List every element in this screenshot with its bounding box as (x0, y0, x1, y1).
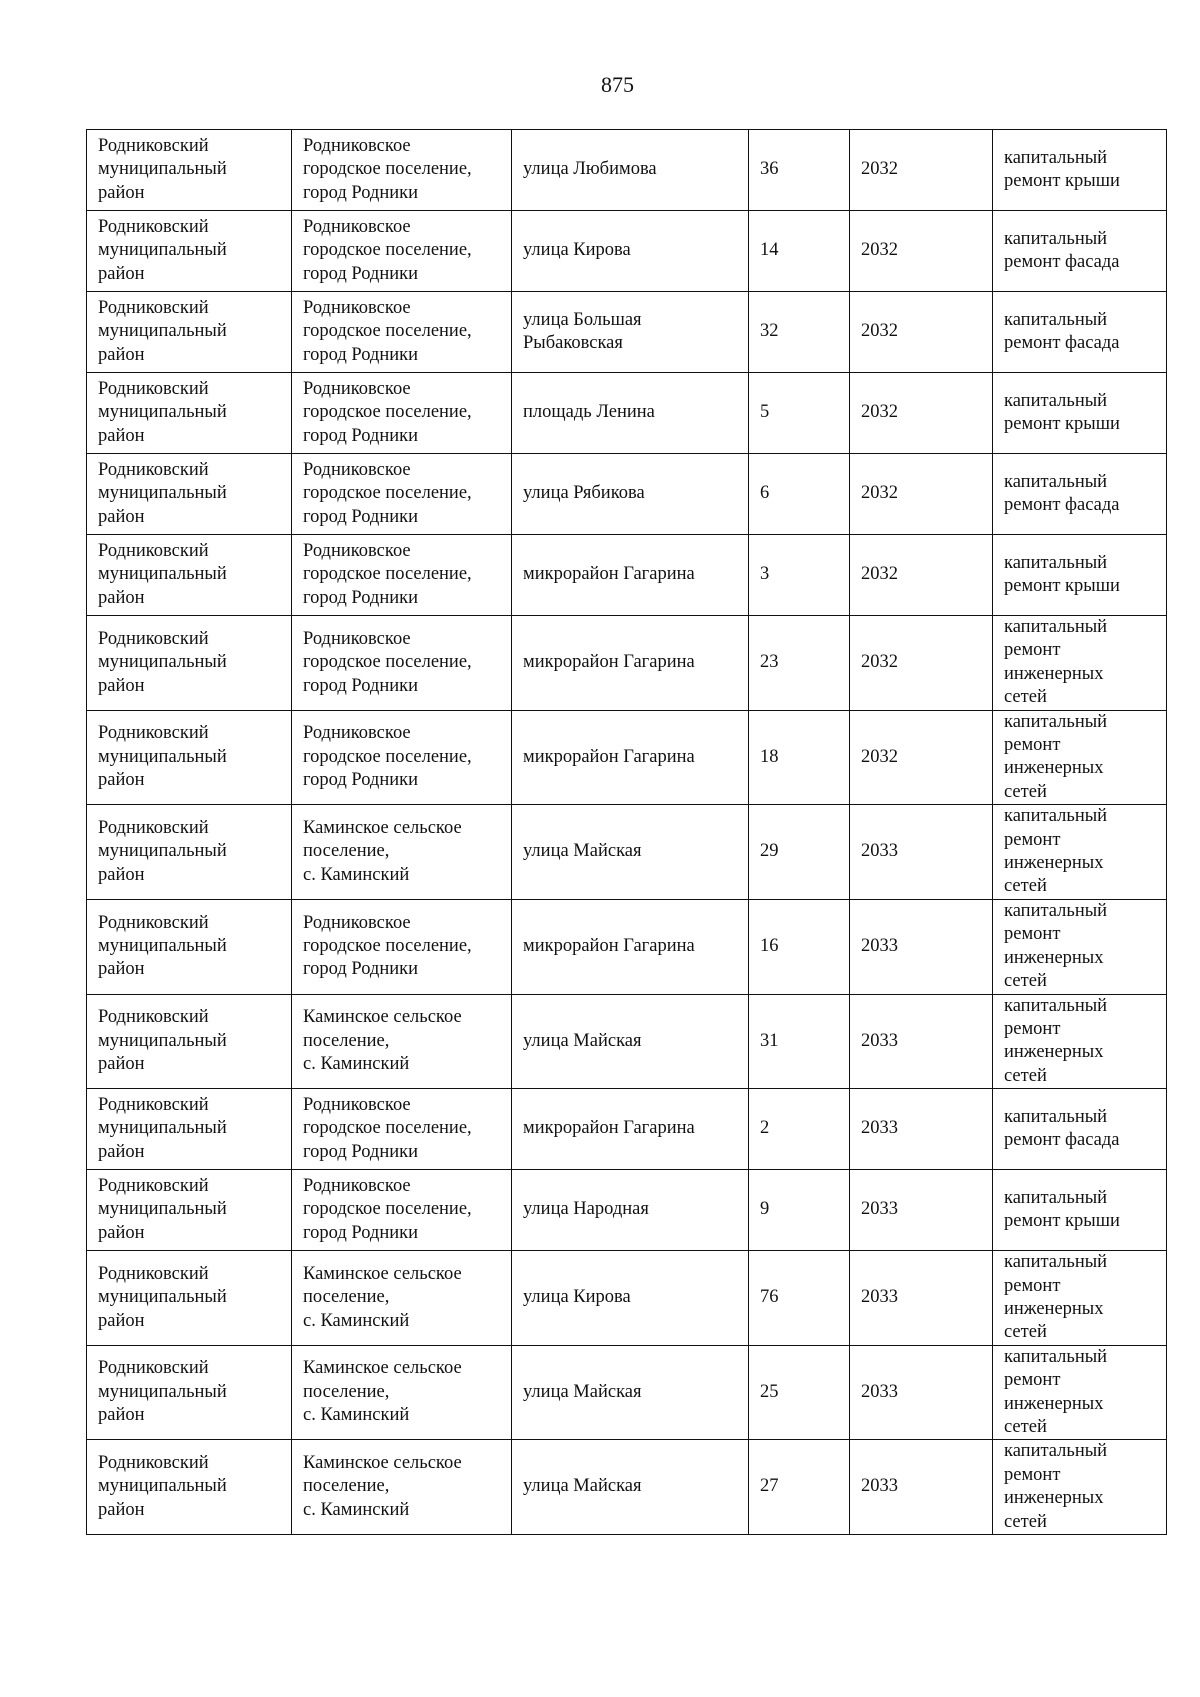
district-cell-text: Родниковский муниципальный район (98, 912, 227, 980)
street-cell-text: микрорайон Гагарина (523, 935, 695, 956)
work-type-cell-text: капитальный ремонт крыши (1004, 147, 1120, 191)
year-cell (850, 710, 993, 805)
work-type-cell-text: капитальный ремонт фасада (1004, 309, 1120, 353)
settlement-cell-text: Родниковское городское поселение, город Родники (303, 378, 472, 446)
house-number-cell-text: 23 (760, 652, 779, 673)
table-row (87, 1440, 1167, 1535)
year-cell-text: 2032 (861, 159, 898, 180)
house-number-cell (749, 1440, 850, 1535)
work-type-cell (993, 130, 1167, 211)
settlement-cell-text: Родниковское городское поселение, город Родники (303, 1095, 472, 1162)
settlement-cell (292, 1170, 512, 1251)
year-cell-text: 2033 (861, 935, 898, 956)
district-cell (87, 130, 292, 211)
house-number-cell (749, 292, 850, 373)
settlement-cell (292, 1089, 512, 1170)
settlement-cell (292, 616, 512, 711)
table-row (87, 1345, 1167, 1440)
work-type-cell-text: капитальный ремонт инженерных сетей (1004, 1346, 1108, 1437)
district-cell-text: Родниковский муниципальный район (98, 628, 227, 696)
street-cell-text: микрорайон Гагарина (523, 1118, 695, 1139)
house-number-cell-text: 31 (760, 1030, 779, 1051)
work-type-cell-text: капитальный ремонт крыши (1004, 1187, 1120, 1232)
settlement-cell (292, 211, 512, 292)
house-number-cell-text: 9 (760, 1199, 770, 1220)
settlement-cell (292, 805, 512, 900)
work-type-cell-text: капитальный ремонт инженерных сетей (1004, 995, 1108, 1086)
work-type-cell (993, 899, 1167, 994)
year-cell-text: 2032 (861, 746, 898, 767)
year-cell (850, 994, 993, 1089)
year-cell-text: 2032 (861, 652, 898, 673)
house-number-cell-text: 27 (760, 1476, 779, 1497)
work-type-cell-text: капитальный ремонт фасада (1004, 228, 1120, 272)
house-number-cell (749, 1089, 850, 1170)
street-cell (512, 805, 749, 900)
table-row (87, 805, 1167, 900)
settlement-cell-text: Родниковское городское поселение, город Родники (303, 297, 472, 365)
work-type-cell-text: капитальный ремонт крыши (1004, 552, 1120, 596)
year-cell (850, 1170, 993, 1251)
district-cell (87, 211, 292, 292)
work-type-cell (993, 211, 1167, 292)
repair-schedule-table (86, 129, 1167, 1535)
street-cell-text: улица Кирова (523, 240, 631, 261)
table-row (87, 899, 1167, 994)
year-cell (850, 805, 993, 900)
street-cell (512, 454, 749, 535)
table-row (87, 1251, 1167, 1346)
work-type-cell (993, 710, 1167, 805)
settlement-cell-text: Родниковское городское поселение, город Родники (303, 540, 472, 608)
house-number-cell-text: 18 (760, 746, 779, 767)
settlement-cell-text: Родниковское городское поселение, город Родники (303, 628, 472, 696)
year-cell-text: 2032 (861, 240, 898, 261)
district-cell-text: Родниковский муниципальный район (98, 378, 227, 446)
year-cell (850, 899, 993, 994)
street-cell-text: микрорайон Гагарина (523, 652, 695, 673)
table-row (87, 373, 1167, 454)
house-number-cell-text: 5 (760, 402, 770, 423)
table-row (87, 1089, 1167, 1170)
work-type-cell (993, 994, 1167, 1089)
year-cell-text: 2033 (861, 1476, 898, 1497)
street-cell (512, 710, 749, 805)
settlement-cell (292, 994, 512, 1089)
table-row (87, 616, 1167, 711)
district-cell-text: Родниковский муниципальный район (98, 1358, 227, 1426)
table-row (87, 994, 1167, 1089)
district-cell-text: Родниковский муниципальный район (98, 1453, 227, 1520)
year-cell (850, 1089, 993, 1170)
year-cell-text: 2032 (861, 564, 898, 585)
settlement-cell (292, 710, 512, 805)
year-cell (850, 292, 993, 373)
year-cell-text: 2033 (861, 1199, 898, 1220)
district-cell-text: Родниковский муниципальный район (98, 135, 227, 203)
district-cell (87, 994, 292, 1089)
district-cell (87, 1251, 292, 1346)
district-cell-text: Родниковский муниципальный район (98, 297, 227, 365)
year-cell (850, 535, 993, 616)
house-number-cell (749, 1170, 850, 1251)
settlement-cell-text: Родниковское городское поселение, город Родники (303, 1176, 472, 1243)
district-cell (87, 373, 292, 454)
district-cell (87, 292, 292, 373)
street-cell (512, 616, 749, 711)
work-type-cell-text: капитальный ремонт крыши (1004, 390, 1120, 434)
table-row (87, 454, 1167, 535)
district-cell-text: Родниковский муниципальный район (98, 540, 227, 608)
district-cell (87, 535, 292, 616)
settlement-cell (292, 1440, 512, 1535)
settlement-cell-text: Каминское сельское поселение, с. Каминский (303, 1453, 462, 1520)
table-row (87, 130, 1167, 211)
district-cell (87, 454, 292, 535)
settlement-cell (292, 292, 512, 373)
street-cell-text: площадь Ленина (523, 402, 655, 423)
year-cell (850, 211, 993, 292)
street-cell (512, 211, 749, 292)
year-cell-text: 2033 (861, 1118, 898, 1139)
street-cell-text: улица Любимова (523, 159, 657, 180)
house-number-cell (749, 211, 850, 292)
street-cell-text: улица Майская (523, 841, 642, 862)
street-cell (512, 1251, 749, 1346)
page-number: 875 (601, 72, 634, 97)
year-cell-text: 2033 (861, 841, 898, 862)
street-cell (512, 1089, 749, 1170)
street-cell-text: микрорайон Гагарина (523, 564, 695, 585)
table-row (87, 710, 1167, 805)
street-cell-text: улица Майская (523, 1476, 642, 1497)
street-cell (512, 292, 749, 373)
district-cell (87, 616, 292, 711)
house-number-cell (749, 373, 850, 454)
work-type-cell (993, 616, 1167, 711)
table-row (87, 292, 1167, 373)
house-number-cell-text: 2 (760, 1118, 770, 1139)
house-number-cell-text: 3 (760, 564, 770, 585)
district-cell-text: Родниковский муниципальный район (98, 817, 227, 885)
settlement-cell-text: Родниковское городское поселение, город Родники (303, 135, 472, 203)
street-cell (512, 373, 749, 454)
table-body (87, 130, 1167, 1535)
house-number-cell (749, 994, 850, 1089)
year-cell-text: 2033 (861, 1381, 898, 1402)
house-number-cell-text: 32 (760, 321, 779, 342)
district-cell (87, 1089, 292, 1170)
settlement-cell (292, 1251, 512, 1346)
house-number-cell-text: 16 (760, 935, 779, 956)
house-number-cell (749, 130, 850, 211)
house-number-cell (749, 899, 850, 994)
house-number-cell (749, 535, 850, 616)
year-cell-text: 2032 (861, 483, 898, 504)
settlement-cell (292, 1345, 512, 1440)
settlement-cell-text: Родниковское городское поселение, город Родники (303, 459, 472, 527)
year-cell (850, 373, 993, 454)
year-cell (850, 130, 993, 211)
work-type-cell (993, 1251, 1167, 1346)
work-type-cell (993, 292, 1167, 373)
district-cell-text: Родниковский муниципальный район (98, 459, 227, 527)
house-number-cell (749, 710, 850, 805)
street-cell-text: микрорайон Гагарина (523, 746, 695, 767)
table-row (87, 1170, 1167, 1251)
district-cell-text: Родниковский муниципальный район (98, 723, 227, 791)
settlement-cell-text: Родниковское городское поселение, город Родники (303, 723, 472, 791)
work-type-cell-text: капитальный ремонт фасада (1004, 1106, 1120, 1151)
year-cell (850, 616, 993, 711)
work-type-cell (993, 454, 1167, 535)
district-cell-text: Родниковский муниципальный район (98, 1095, 227, 1162)
settlement-cell (292, 373, 512, 454)
year-cell-text: 2033 (861, 1287, 898, 1308)
work-type-cell-text: капитальный ремонт фасада (1004, 471, 1120, 515)
work-type-cell (993, 1345, 1167, 1440)
settlement-cell-text: Каминское сельское поселение, с. Каминский (303, 1358, 462, 1426)
district-cell (87, 805, 292, 900)
table-row (87, 211, 1167, 292)
settlement-cell (292, 899, 512, 994)
house-number-cell (749, 805, 850, 900)
district-cell-text: Родниковский муниципальный район (98, 1007, 227, 1075)
street-cell-text: улица Рябикова (523, 483, 645, 504)
work-type-cell-text: капитальный ремонт инженерных сетей (1004, 711, 1108, 802)
district-cell (87, 1440, 292, 1535)
year-cell-text: 2032 (861, 402, 898, 423)
work-type-cell (993, 805, 1167, 900)
street-cell (512, 1170, 749, 1251)
settlement-cell-text: Каминское сельское поселение, с. Каминский (303, 817, 462, 885)
street-cell (512, 899, 749, 994)
street-cell-text: улица Кирова (523, 1287, 631, 1308)
street-cell (512, 1440, 749, 1535)
year-cell (850, 454, 993, 535)
year-cell (850, 1345, 993, 1440)
work-type-cell-text: капитальный ремонт инженерных сетей (1004, 617, 1108, 708)
district-cell (87, 899, 292, 994)
settlement-cell (292, 130, 512, 211)
house-number-cell-text: 6 (760, 483, 770, 504)
year-cell (850, 1440, 993, 1535)
house-number-cell (749, 1251, 850, 1346)
settlement-cell (292, 535, 512, 616)
house-number-cell-text: 36 (760, 159, 779, 180)
house-number-cell-text: 25 (760, 1381, 779, 1402)
house-number-cell-text: 76 (760, 1287, 779, 1308)
street-cell (512, 1345, 749, 1440)
settlement-cell-text: Каминское сельское поселение, с. Каминский (303, 1263, 462, 1331)
street-cell (512, 535, 749, 616)
street-cell-text: улица Народная (523, 1199, 649, 1220)
settlement-cell-text: Родниковское городское поселение, город Родники (303, 216, 472, 284)
street-cell-text: улица Большая Рыбаковская (523, 309, 642, 353)
work-type-cell (993, 1440, 1167, 1535)
street-cell-text: улица Майская (523, 1030, 642, 1051)
street-cell (512, 994, 749, 1089)
house-number-cell-text: 29 (760, 841, 779, 862)
settlement-cell (292, 454, 512, 535)
table-row (87, 535, 1167, 616)
house-number-cell (749, 454, 850, 535)
district-cell-text: Родниковский муниципальный район (98, 216, 227, 284)
work-type-cell-text: капитальный ремонт инженерных сетей (1004, 1252, 1108, 1343)
district-cell-text: Родниковский муниципальный район (98, 1263, 227, 1331)
work-type-cell (993, 373, 1167, 454)
street-cell-text: улица Майская (523, 1381, 642, 1402)
work-type-cell-text: капитальный ремонт инженерных сетей (1004, 900, 1108, 992)
year-cell (850, 1251, 993, 1346)
house-number-cell (749, 1345, 850, 1440)
work-type-cell (993, 1170, 1167, 1251)
year-cell-text: 2032 (861, 321, 898, 342)
work-type-cell-text: капитальный ремонт инженерных сетей (1004, 1441, 1108, 1532)
work-type-cell (993, 535, 1167, 616)
house-number-cell-text: 14 (760, 240, 779, 261)
street-cell (512, 130, 749, 211)
settlement-cell-text: Каминское сельское поселение, с. Каминский (303, 1007, 462, 1075)
district-cell (87, 1170, 292, 1251)
district-cell (87, 710, 292, 805)
district-cell (87, 1345, 292, 1440)
house-number-cell (749, 616, 850, 711)
settlement-cell-text: Родниковское городское поселение, город Родники (303, 912, 472, 980)
work-type-cell (993, 1089, 1167, 1170)
work-type-cell-text: капитальный ремонт инженерных сетей (1004, 806, 1108, 897)
year-cell-text: 2033 (861, 1030, 898, 1051)
district-cell-text: Родниковский муниципальный район (98, 1176, 227, 1243)
